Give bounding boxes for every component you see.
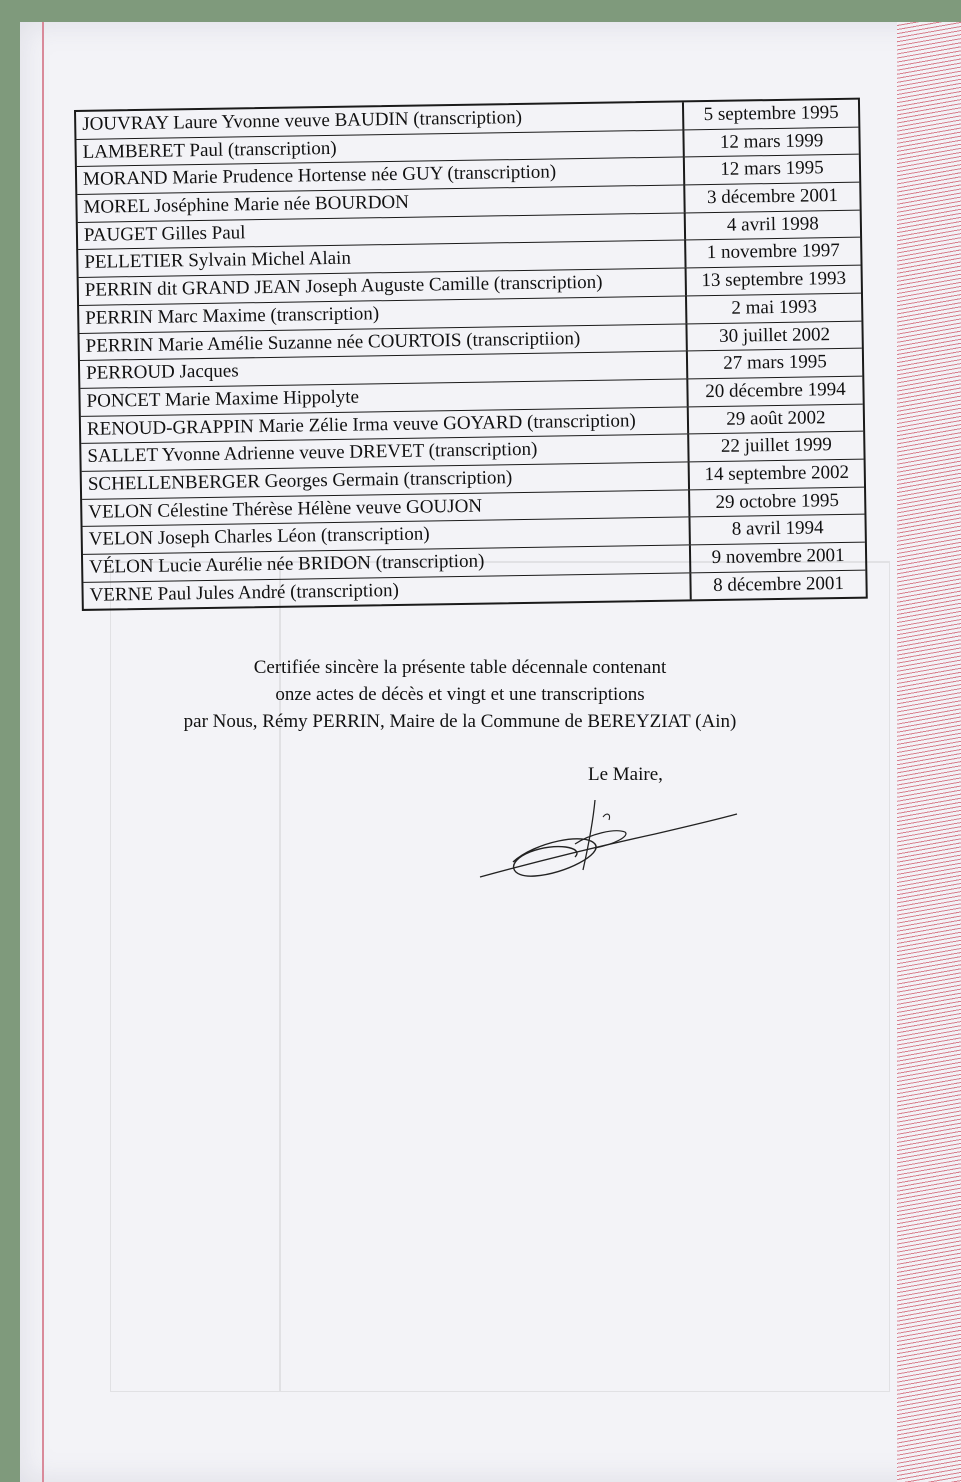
certification-block <box>120 654 800 735</box>
record-date: 8 avril 1994 <box>731 517 824 541</box>
record-date: 2 mai 1993 <box>731 296 818 319</box>
record-date: 12 mars 1999 <box>719 129 824 153</box>
record-date: 4 avril 1998 <box>726 213 819 236</box>
record-date: 29 août 2002 <box>726 406 826 430</box>
certification-line-3: par Nous, Rémy PERRIN, Maire de la Commune de BEREYZIAT (Ain) <box>183 711 737 732</box>
record-name: PERROUD Jacques <box>80 352 688 388</box>
certification-line-2: onze actes de décès et vingt et une transcriptions <box>275 684 645 705</box>
record-name: PERRIN Marie Amélie Suzanne née COURTOIS (transcriptiion) <box>80 324 688 360</box>
death-records-table <box>74 98 868 612</box>
record-name: JOUVRAY Laure Yvonne veuve BAUDIN (transcription) <box>76 102 684 138</box>
record-name: VÉLON Lucie Aurélie née BRIDON (transcription) <box>83 545 691 581</box>
document-page <box>20 22 961 1482</box>
record-name: PONCET Marie Maxime Hippolyte <box>80 379 688 415</box>
record-name: PERRIN Marc Maxime (transcription) <box>79 296 687 332</box>
record-name: VELON Joseph Charles Léon (transcription) <box>83 518 691 554</box>
record-name: MOREL Joséphine Marie née BOURDON <box>77 185 685 221</box>
record-date: 5 septembre 1995 <box>703 101 839 126</box>
record-name: SALLET Yvonne Adrienne veuve DREVET (transcription) <box>81 435 689 471</box>
record-name: PERRIN dit GRAND JEAN Joseph Auguste Camille (transcription) <box>79 269 687 305</box>
record-date: 9 novembre 2001 <box>711 544 845 569</box>
record-name: PAUGET Gilles Paul <box>78 213 686 249</box>
record-date: 14 septembre 2002 <box>704 461 850 486</box>
record-date: 1 novembre 1997 <box>706 240 840 264</box>
record-name: MORAND Marie Prudence Hortense née GUY (transcription) <box>77 158 685 194</box>
record-date: 22 juillet 1999 <box>720 434 832 458</box>
record-date: 27 mars 1995 <box>723 351 827 375</box>
margin-line <box>42 22 44 1482</box>
certification-line-1: Certifiée sincère la présente table décennale contenant <box>253 657 667 678</box>
record-date: 29 octobre 1995 <box>715 489 840 513</box>
mayor-label: Le Maire, <box>588 764 663 785</box>
record-date: 20 décembre 1994 <box>705 378 846 402</box>
record-name: PELLETIER Sylvain Michel Alain <box>78 241 686 277</box>
record-name: SCHELLENBERGER Georges Germain (transcription) <box>82 462 690 498</box>
record-date: 12 mars 1995 <box>720 157 824 181</box>
record-date: 8 décembre 2001 <box>712 572 845 596</box>
record-date: 13 septembre 1993 <box>701 268 847 292</box>
mayor-signature <box>475 792 745 892</box>
record-date: 30 juillet 2002 <box>719 323 831 347</box>
record-name: LAMBERET Paul (transcription) <box>76 130 684 166</box>
record-name: VELON Célestine Thérèse Hélène veuve GOUJON <box>82 490 690 526</box>
record-name: RENOUD-GRAPPIN Marie Zélie Irma veuve GOYARD (transcription) <box>81 407 689 443</box>
paper-edge-stripes <box>897 22 961 1482</box>
record-name: VERNE Paul Jules André (transcription) <box>83 573 691 609</box>
record-date: 3 décembre 2001 <box>706 185 839 209</box>
